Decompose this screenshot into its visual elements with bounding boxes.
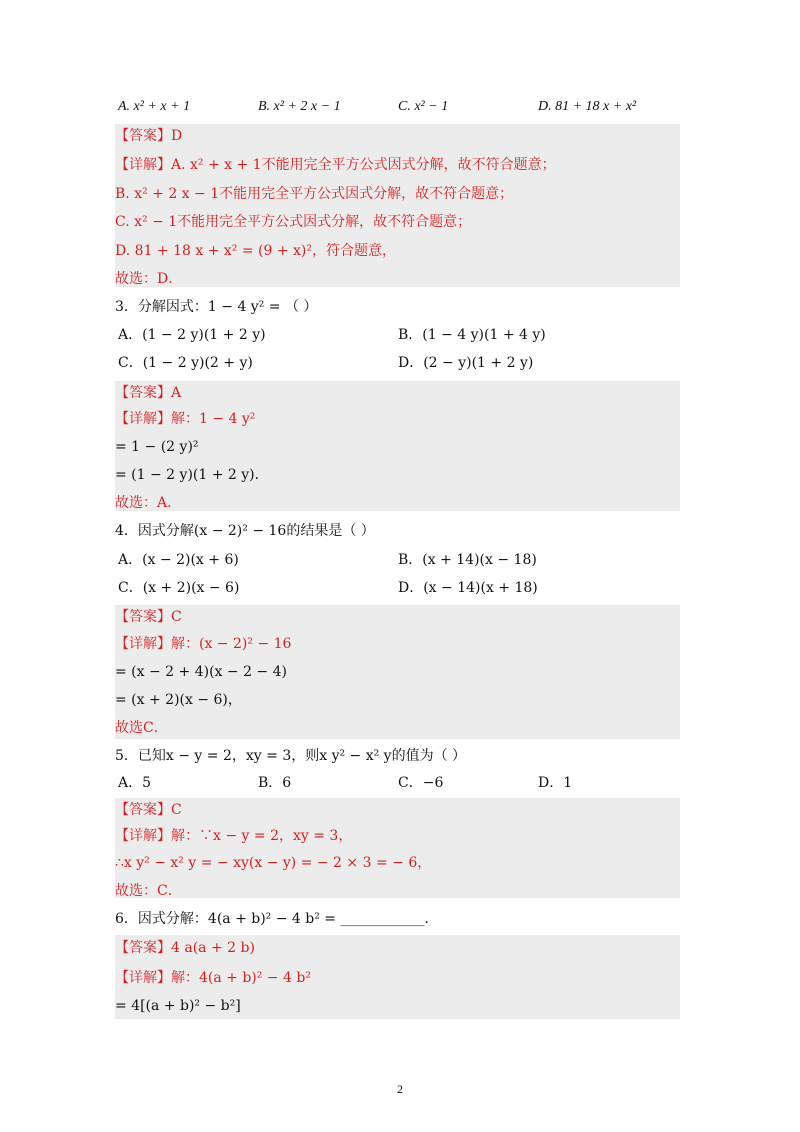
q3-option-d: D．(2 − y)(1 + 2 y) [398, 355, 534, 371]
q2-detail-line: B. x² + 2 x − 1不能用完全平方公式因式分解，故不符合题意； [115, 186, 514, 202]
q2-answer-panel [115, 124, 680, 287]
q2-detail-line: C. x² − 1不能用完全平方公式因式分解，故不符合题意； [115, 214, 472, 230]
q6-detail-line [115, 968, 311, 988]
q4-stem: 4．因式分解(x − 2)² − 16的结果是（ ） [115, 523, 375, 539]
q4-detail-line [115, 634, 291, 654]
q3-detail-text: 【详解】解：1 − 4 y² [115, 411, 256, 427]
q3-option-a: A．(1 − 2 y)(1 + 2 y) [118, 327, 266, 343]
q5-detail-text: ∴x y² − x² y = − xy(x − y) = − 2 × 3 = − 6， [115, 855, 432, 871]
q3-detail-line: 故选：A． [115, 495, 182, 511]
q4-option-a: A．(x − 2)(x + 6) [118, 552, 239, 568]
q3-answer: 【答案】A [115, 385, 182, 401]
q2-option-a: A. x² + x + 1 [118, 99, 191, 114]
page-number: 2 [397, 1082, 403, 1096]
q5-stem: 5．已知x − y = 2，xy = 3，则x y² − x² y的值为（ ） [115, 748, 467, 764]
q5-answer-panel [115, 798, 680, 898]
q5-option-d: D．1 [538, 775, 573, 791]
q5-option-a: A．5 [118, 775, 152, 791]
q5-detail-text: 【详解】解：∵x − y = 2，xy = 3， [115, 828, 353, 844]
q6-stem: 6．因式分解：4(a + b)² − 4 b² = ____________． [115, 911, 439, 927]
q3-detail-line: = (1 − 2 y)(1 + 2 y)． [115, 467, 269, 483]
q2-option-c: C. x² − 1 [398, 99, 449, 114]
q4-option-d: D．(x − 14)(x + 18) [398, 580, 538, 596]
q2-detail-line: 故选：D． [115, 271, 183, 287]
q2-answer: 【答案】D [115, 128, 183, 144]
q3-option-b: B．(1 − 4 y)(1 + 4 y) [398, 327, 546, 343]
q3-stem: 3．分解因式：1 − 4 y² = （ ） [115, 299, 318, 315]
q2-detail-line: 【详解】A. x² + x + 1不能用完全平方公式因式分解，故不符合题意； [115, 157, 556, 173]
q3-detail-line [115, 409, 255, 429]
q5-detail-line: 故选：C． [115, 883, 182, 899]
q4-option-c: C．(x + 2)(x − 6) [118, 580, 240, 596]
q5-detail-line [115, 853, 431, 873]
q2-option-b: B. x² + 2 x − 1 [258, 99, 341, 114]
q3-option-c: C．(1 − 2 y)(2 + y) [118, 355, 253, 371]
q4-detail-line: = (x − 2 + 4)(x − 2 − 4) [115, 664, 287, 680]
q4-detail-text: 【详解】解：(x − 2)² − 16 [115, 636, 292, 652]
q3-detail-line: = 1 − (2 y)² [115, 439, 199, 455]
q6-answer-line [115, 938, 255, 958]
q6-detail-line: = 4[(a + b)² − b²] [115, 998, 241, 1014]
q4-answer: 【答案】C [115, 609, 182, 625]
q5-answer: 【答案】C [115, 802, 182, 818]
q3-answer-panel [115, 381, 680, 511]
q5-option-c: C．−6 [398, 775, 444, 791]
q2-option-d: D. 81 + 18 x + x² [538, 99, 637, 114]
q4-option-b: B．(x + 14)(x − 18) [398, 552, 537, 568]
q4-detail-line: 故选C． [115, 720, 168, 736]
q5-option-b: B．6 [258, 775, 292, 791]
q5-detail-line [115, 826, 352, 846]
q4-detail-line: = (x + 2)(x − 6)， [115, 692, 242, 708]
q6-answer: 【答案】4 a(a + 2 b) [115, 940, 255, 956]
q6-detail-text: 【详解】解：4(a + b)² − 4 b² [115, 970, 311, 986]
q2-detail-line: D. 81 + 18 x + x² = (9 + x)²，符合题意， [115, 243, 396, 259]
